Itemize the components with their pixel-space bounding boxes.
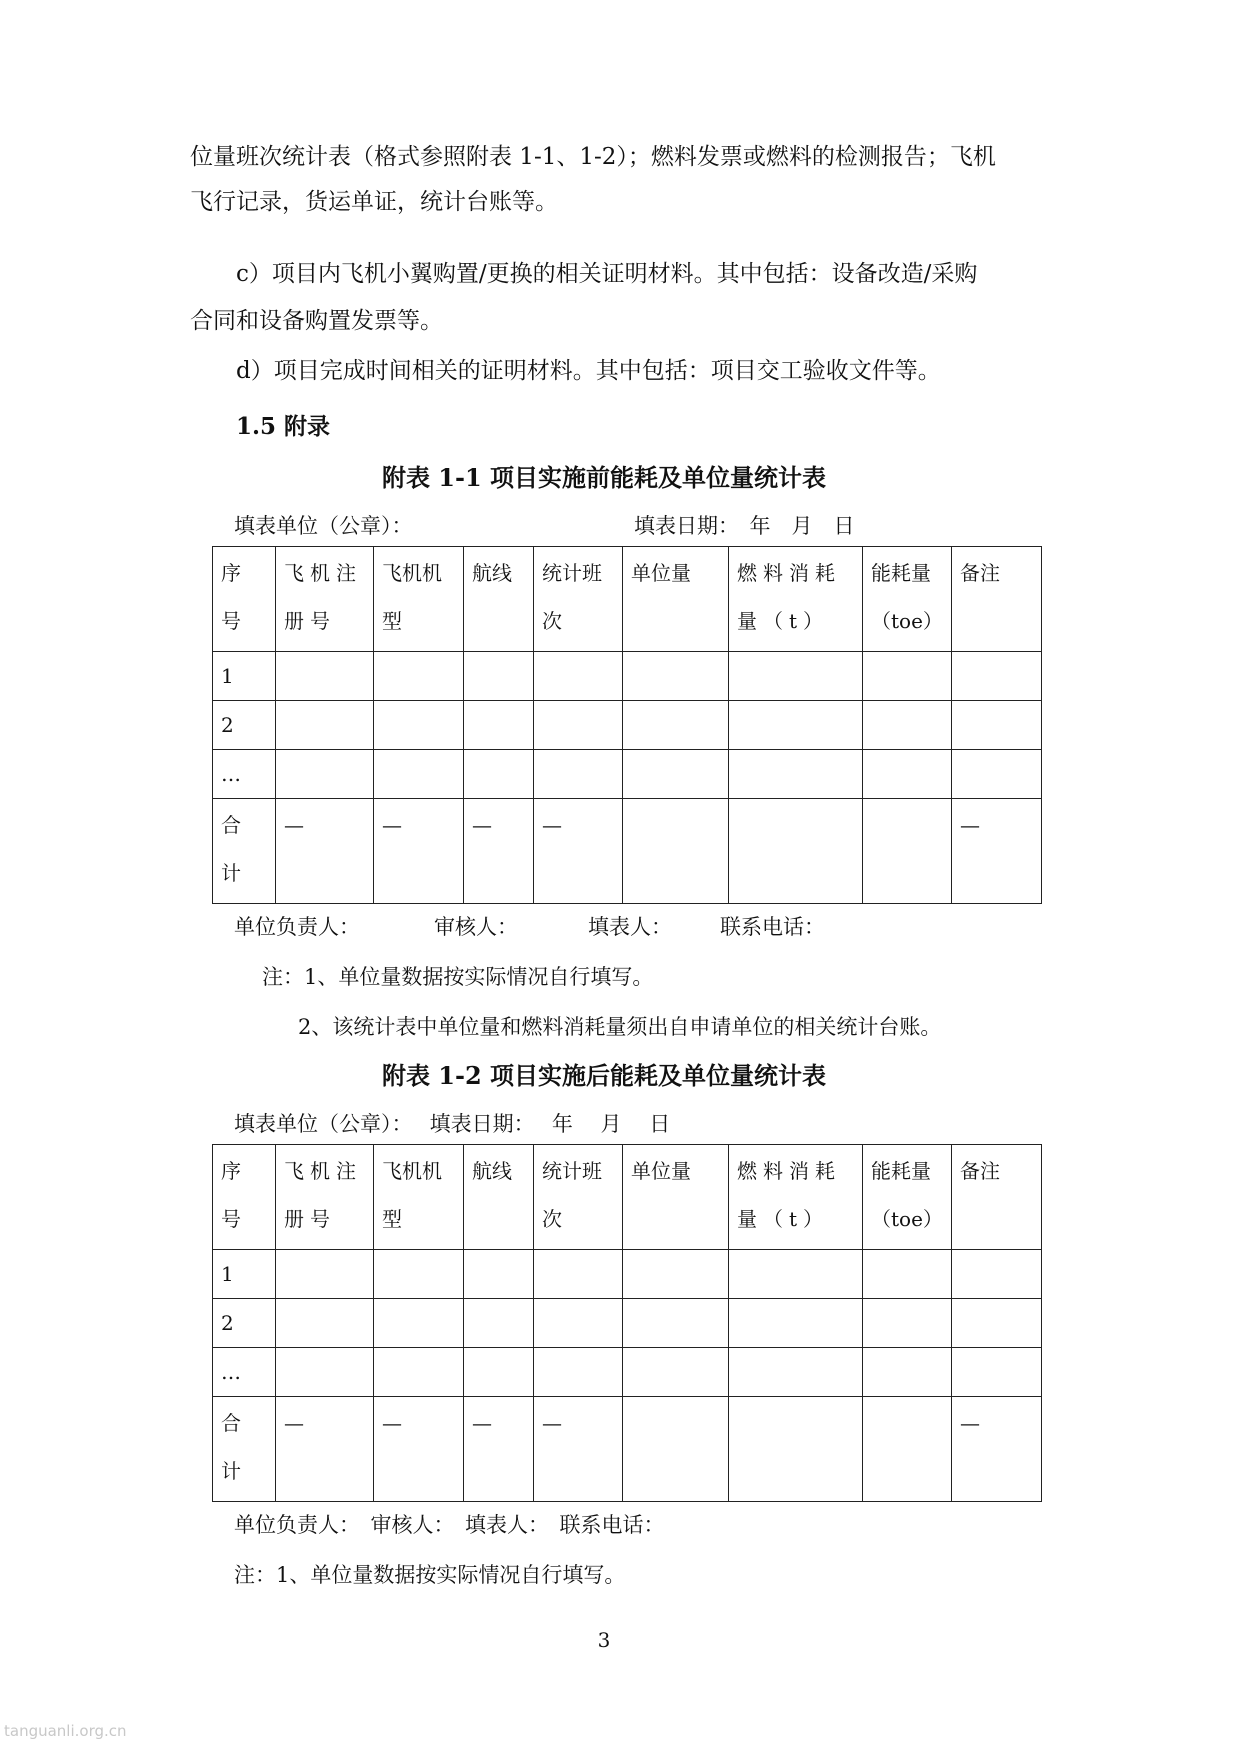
header-cell-line: 型 <box>382 1207 402 1231</box>
empty-cell <box>863 701 952 750</box>
watermark: tanguanli.org.cn <box>4 1722 127 1740</box>
empty-cell <box>374 1299 464 1348</box>
dash-cell: — <box>534 1397 623 1502</box>
empty-cell <box>729 1250 863 1299</box>
empty-cell <box>863 1348 952 1397</box>
fill-unit-label: 填表单位（公章）： <box>234 514 413 538</box>
page-number: 3 <box>597 1628 611 1652</box>
header-cell <box>729 1145 863 1250</box>
header-cell <box>952 1145 1042 1250</box>
paragraph-line: d）项目完成时间相关的证明材料。其中包括：项目交工验收文件等。 <box>236 358 941 384</box>
header-cell <box>374 547 464 652</box>
empty-cell <box>374 750 464 799</box>
header-cell-line: 号 <box>221 1207 241 1231</box>
empty-cell <box>729 1397 863 1502</box>
paragraph-line: 合同和设备购置发票等。 <box>190 308 443 334</box>
header-cell-line: 号 <box>221 609 241 633</box>
empty-cell <box>623 1250 729 1299</box>
header-cell-line: 册号 <box>284 609 336 633</box>
header-cell-line: 统计班 <box>542 561 602 585</box>
dash-cell: — <box>952 1397 1042 1502</box>
total-label-line: 合 <box>221 813 241 837</box>
empty-cell <box>276 1348 374 1397</box>
empty-cell <box>534 1250 623 1299</box>
empty-cell <box>464 1348 534 1397</box>
header-cell-line: 序 <box>221 561 241 585</box>
header-cell <box>623 1145 729 1250</box>
empty-cell <box>623 750 729 799</box>
empty-cell <box>464 701 534 750</box>
header-cell <box>534 547 623 652</box>
table-note: 注：1、单位量数据按实际情况自行填写。 <box>234 1563 626 1587</box>
empty-cell <box>276 652 374 701</box>
empty-cell <box>729 750 863 799</box>
empty-cell <box>863 1299 952 1348</box>
header-cell-line: 型 <box>382 609 402 633</box>
empty-cell <box>952 1250 1042 1299</box>
fill-date-label: 填表日期： 年 月 日 <box>634 514 855 538</box>
table-total-row <box>213 799 1042 904</box>
paragraph-line: c）项目内飞机小翼购置/更换的相关证明材料。其中包括：设备改造/采购 <box>236 261 978 287</box>
empty-cell <box>952 652 1042 701</box>
empty-cell <box>276 1299 374 1348</box>
empty-cell <box>729 701 863 750</box>
total-label-line: 计 <box>221 1459 241 1483</box>
table-note: 注：1、单位量数据按实际情况自行填写。 <box>262 965 654 989</box>
dash-cell: — <box>374 1397 464 1502</box>
header-cell-line: 能耗量 <box>871 1159 931 1183</box>
empty-cell <box>729 1299 863 1348</box>
header-cell-line: 序 <box>221 1159 241 1183</box>
empty-cell <box>863 1397 952 1502</box>
header-cell <box>374 1145 464 1250</box>
table-total-row <box>213 1397 1042 1502</box>
empty-cell <box>623 1299 729 1348</box>
empty-cell <box>623 799 729 904</box>
header-cell <box>863 1145 952 1250</box>
table-row <box>213 1299 1042 1348</box>
table-note: 2、该统计表中单位量和燃料消耗量须出自申请单位的相关统计台账。 <box>298 1015 942 1039</box>
header-cell-line: （toe） <box>871 1207 943 1231</box>
header-cell-line: 量（t） <box>737 1207 830 1231</box>
empty-cell <box>534 652 623 701</box>
header-cell-line: 统计班 <box>542 1159 602 1183</box>
header-cell <box>276 1145 374 1250</box>
paragraph-line: 位量班次统计表（格式参照附表 1-1、1-2）；燃料发票或燃料的检测报告；飞机 <box>190 144 996 170</box>
header-cell <box>464 547 534 652</box>
empty-cell <box>464 750 534 799</box>
table-row <box>213 750 1042 799</box>
header-cell-line: 册号 <box>284 1207 336 1231</box>
empty-cell <box>534 1299 623 1348</box>
header-cell-line: 航线 <box>472 1159 512 1183</box>
dash-cell: — <box>276 1397 374 1502</box>
fill-line: 填表单位（公章）： 填表日期： 年 月 日 <box>234 1112 671 1136</box>
signoff-leader: 单位负责人： <box>234 915 360 939</box>
total-label-cell <box>213 799 276 904</box>
empty-cell <box>952 1299 1042 1348</box>
header-cell-line: 量（t） <box>737 609 830 633</box>
header-cell-line: 飞机机 <box>382 1159 442 1183</box>
row-index-cell: 1 <box>213 652 276 701</box>
header-cell <box>213 547 276 652</box>
header-cell <box>863 547 952 652</box>
empty-cell <box>276 750 374 799</box>
header-cell-line: 能耗量 <box>871 561 931 585</box>
empty-cell <box>863 652 952 701</box>
empty-cell <box>952 750 1042 799</box>
table-row <box>213 652 1042 701</box>
empty-cell <box>863 799 952 904</box>
header-cell <box>464 1145 534 1250</box>
table-title: 附表 1-2 项目实施后能耗及单位量统计表 <box>381 1061 827 1090</box>
section-heading: 1.5 附录 <box>236 413 331 440</box>
dash-cell: — <box>374 799 464 904</box>
header-cell-line: 飞机注 <box>284 1159 362 1183</box>
dash-cell: — <box>464 1397 534 1502</box>
empty-cell <box>623 1397 729 1502</box>
table-row <box>213 1348 1042 1397</box>
header-cell <box>952 547 1042 652</box>
signoff-phone: 联系电话： <box>720 915 825 939</box>
empty-cell <box>276 1250 374 1299</box>
empty-cell <box>534 750 623 799</box>
empty-cell <box>276 701 374 750</box>
empty-cell <box>374 1250 464 1299</box>
empty-cell <box>863 1250 952 1299</box>
header-cell <box>534 1145 623 1250</box>
empty-cell <box>534 1348 623 1397</box>
empty-cell <box>863 750 952 799</box>
empty-cell <box>374 1348 464 1397</box>
stat-table-before <box>212 546 1042 904</box>
header-cell-line: 燃料消耗 <box>737 561 841 585</box>
table-row <box>213 1250 1042 1299</box>
empty-cell <box>729 652 863 701</box>
row-index-cell: 1 <box>213 1250 276 1299</box>
header-cell-line: 飞机机 <box>382 561 442 585</box>
empty-cell <box>374 701 464 750</box>
dash-cell: — <box>276 799 374 904</box>
header-cell <box>276 547 374 652</box>
dash-cell: — <box>952 799 1042 904</box>
empty-cell <box>952 1348 1042 1397</box>
total-label-line: 计 <box>221 861 241 885</box>
empty-cell <box>729 799 863 904</box>
empty-cell <box>374 652 464 701</box>
signoff-line: 单位负责人： 审核人： 填表人： 联系电话： <box>234 1513 665 1537</box>
header-cell-line: 备注 <box>960 561 1000 585</box>
paragraph-line: 飞行记录，货运单证，统计台账等。 <box>190 189 558 215</box>
dash-cell: — <box>464 799 534 904</box>
dash-cell: — <box>534 799 623 904</box>
header-cell-line: 备注 <box>960 1159 1000 1183</box>
table-header-row <box>213 1145 1042 1250</box>
table-row <box>213 701 1042 750</box>
empty-cell <box>534 701 623 750</box>
header-cell-line: 单位量 <box>631 561 691 585</box>
row-index-cell: … <box>213 1348 276 1397</box>
header-cell <box>729 547 863 652</box>
table-title: 附表 1-1 项目实施前能耗及单位量统计表 <box>381 463 827 492</box>
header-cell-line: 飞机注 <box>284 561 362 585</box>
total-label-cell <box>213 1397 276 1502</box>
empty-cell <box>623 652 729 701</box>
row-index-cell: 2 <box>213 1299 276 1348</box>
row-index-cell: … <box>213 750 276 799</box>
empty-cell <box>464 1250 534 1299</box>
stat-table-after <box>212 1144 1042 1502</box>
row-index-cell: 2 <box>213 701 276 750</box>
empty-cell <box>729 1348 863 1397</box>
signoff-filler: 填表人： <box>588 915 672 939</box>
header-cell <box>213 1145 276 1250</box>
header-cell-line: 次 <box>542 609 562 633</box>
header-cell-line: 燃料消耗 <box>737 1159 841 1183</box>
signoff-reviewer: 审核人： <box>434 915 518 939</box>
header-cell-line: 次 <box>542 1207 562 1231</box>
header-cell-line: 航线 <box>472 561 512 585</box>
total-label-line: 合 <box>221 1411 241 1435</box>
table-header-row <box>213 547 1042 652</box>
header-cell-line: 单位量 <box>631 1159 691 1183</box>
header-cell <box>623 547 729 652</box>
empty-cell <box>623 701 729 750</box>
header-cell-line: （toe） <box>871 609 943 633</box>
empty-cell <box>464 1299 534 1348</box>
empty-cell <box>464 652 534 701</box>
empty-cell <box>952 701 1042 750</box>
empty-cell <box>623 1348 729 1397</box>
